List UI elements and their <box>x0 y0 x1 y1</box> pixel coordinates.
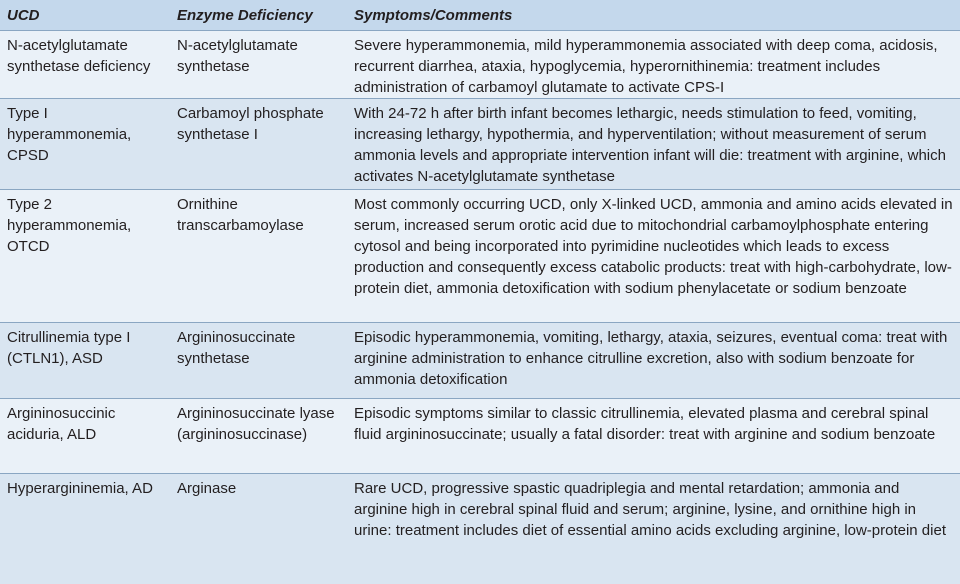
symptoms-cell: Severe hyperammonemia, mild hyperammonemia associated with deep coma, acidosis, recurrent diarrhea, ataxia, hypoglycemia, hyperornithinemia: treatment includes administration of carbamoyl glutamate to activate CPS-I <box>354 37 938 96</box>
enzyme-cell: Arginase <box>177 480 237 497</box>
ucd-cell: Type I hyperammonemia, CPSD <box>7 105 132 164</box>
table-row <box>0 323 960 399</box>
symptoms-cell: With 24-72 h after birth infant becomes lethargic, needs stimulation to feed, vomiting, increasing lethargy, hypothermia, and hyperventilation; without measurement of serum ammonia levels and appropriate intervention infant will die: treatment with arginine, which activates N-acetylglutamate synthetase <box>354 105 946 185</box>
ucd-cell: Argininosuccinic aciduria, ALD <box>7 405 116 443</box>
ucd-cell: Type 2 hyperammonemia, OTCD <box>7 196 132 255</box>
table-row <box>0 190 960 323</box>
header-ucd: UCD <box>7 7 40 24</box>
symptoms-cell: Rare UCD, progressive spastic quadriplegia and mental retardation; ammonia and arginine high in cerebral spinal fluid and serum; arginine, lysine, and ornithine high in urine: treatment includes diet of essential amino acids excluding arginine, low-protein diet <box>354 480 946 539</box>
ucd-cell: N-acetylglutamate synthetase deficiency <box>7 37 151 75</box>
symptoms-cell: Episodic symptoms similar to classic citrullinemia, elevated plasma and cerebral spinal fluid argininosuccinate; usually a fatal disorder: treat with arginine and sodium benzoate <box>354 405 936 443</box>
enzyme-cell: Argininosuccinate lyase (argininosuccinase) <box>177 405 335 443</box>
ucd-cell: Citrullinemia type I (CTLN1), ASD <box>7 329 131 367</box>
header-symptoms-comments: Symptoms/Comments <box>354 7 513 24</box>
symptoms-cell: Episodic hyperammonemia, vomiting, lethargy, ataxia, seizures, eventual coma: treat with arginine administration to enhance citrulline excretion, also with sodium benzoate for ammonia detoxification <box>354 329 948 388</box>
enzyme-cell: Ornithine transcarbamoylase <box>177 196 304 234</box>
table-header-row <box>0 0 960 31</box>
enzyme-cell: Carbamoyl phosphate synthetase I <box>177 105 324 143</box>
header-enzyme-deficiency: Enzyme Deficiency <box>177 7 313 24</box>
table-row <box>0 399 960 474</box>
ucd-cell: Hyperargininemia, AD <box>7 480 153 497</box>
enzyme-cell: N-acetylglutamate synthetase <box>177 37 298 75</box>
table-row <box>0 474 960 584</box>
symptoms-cell: Most commonly occurring UCD, only X-linked UCD, ammonia and amino acids elevated in serum, increased serum orotic acid due to mitochondrial carbamoylphosphate entering cytosol and being incorporated into pyrimidine nucleotides which leads to excess production and consequently excess catabolic products: treat with high-carbohydrate, low-protein diet, ammonia detoxification with sodium phenylacetate or sodium benzoate <box>354 196 953 297</box>
table-row <box>0 99 960 190</box>
enzyme-cell: Argininosuccinate synthetase <box>177 329 296 367</box>
table-row <box>0 31 960 99</box>
